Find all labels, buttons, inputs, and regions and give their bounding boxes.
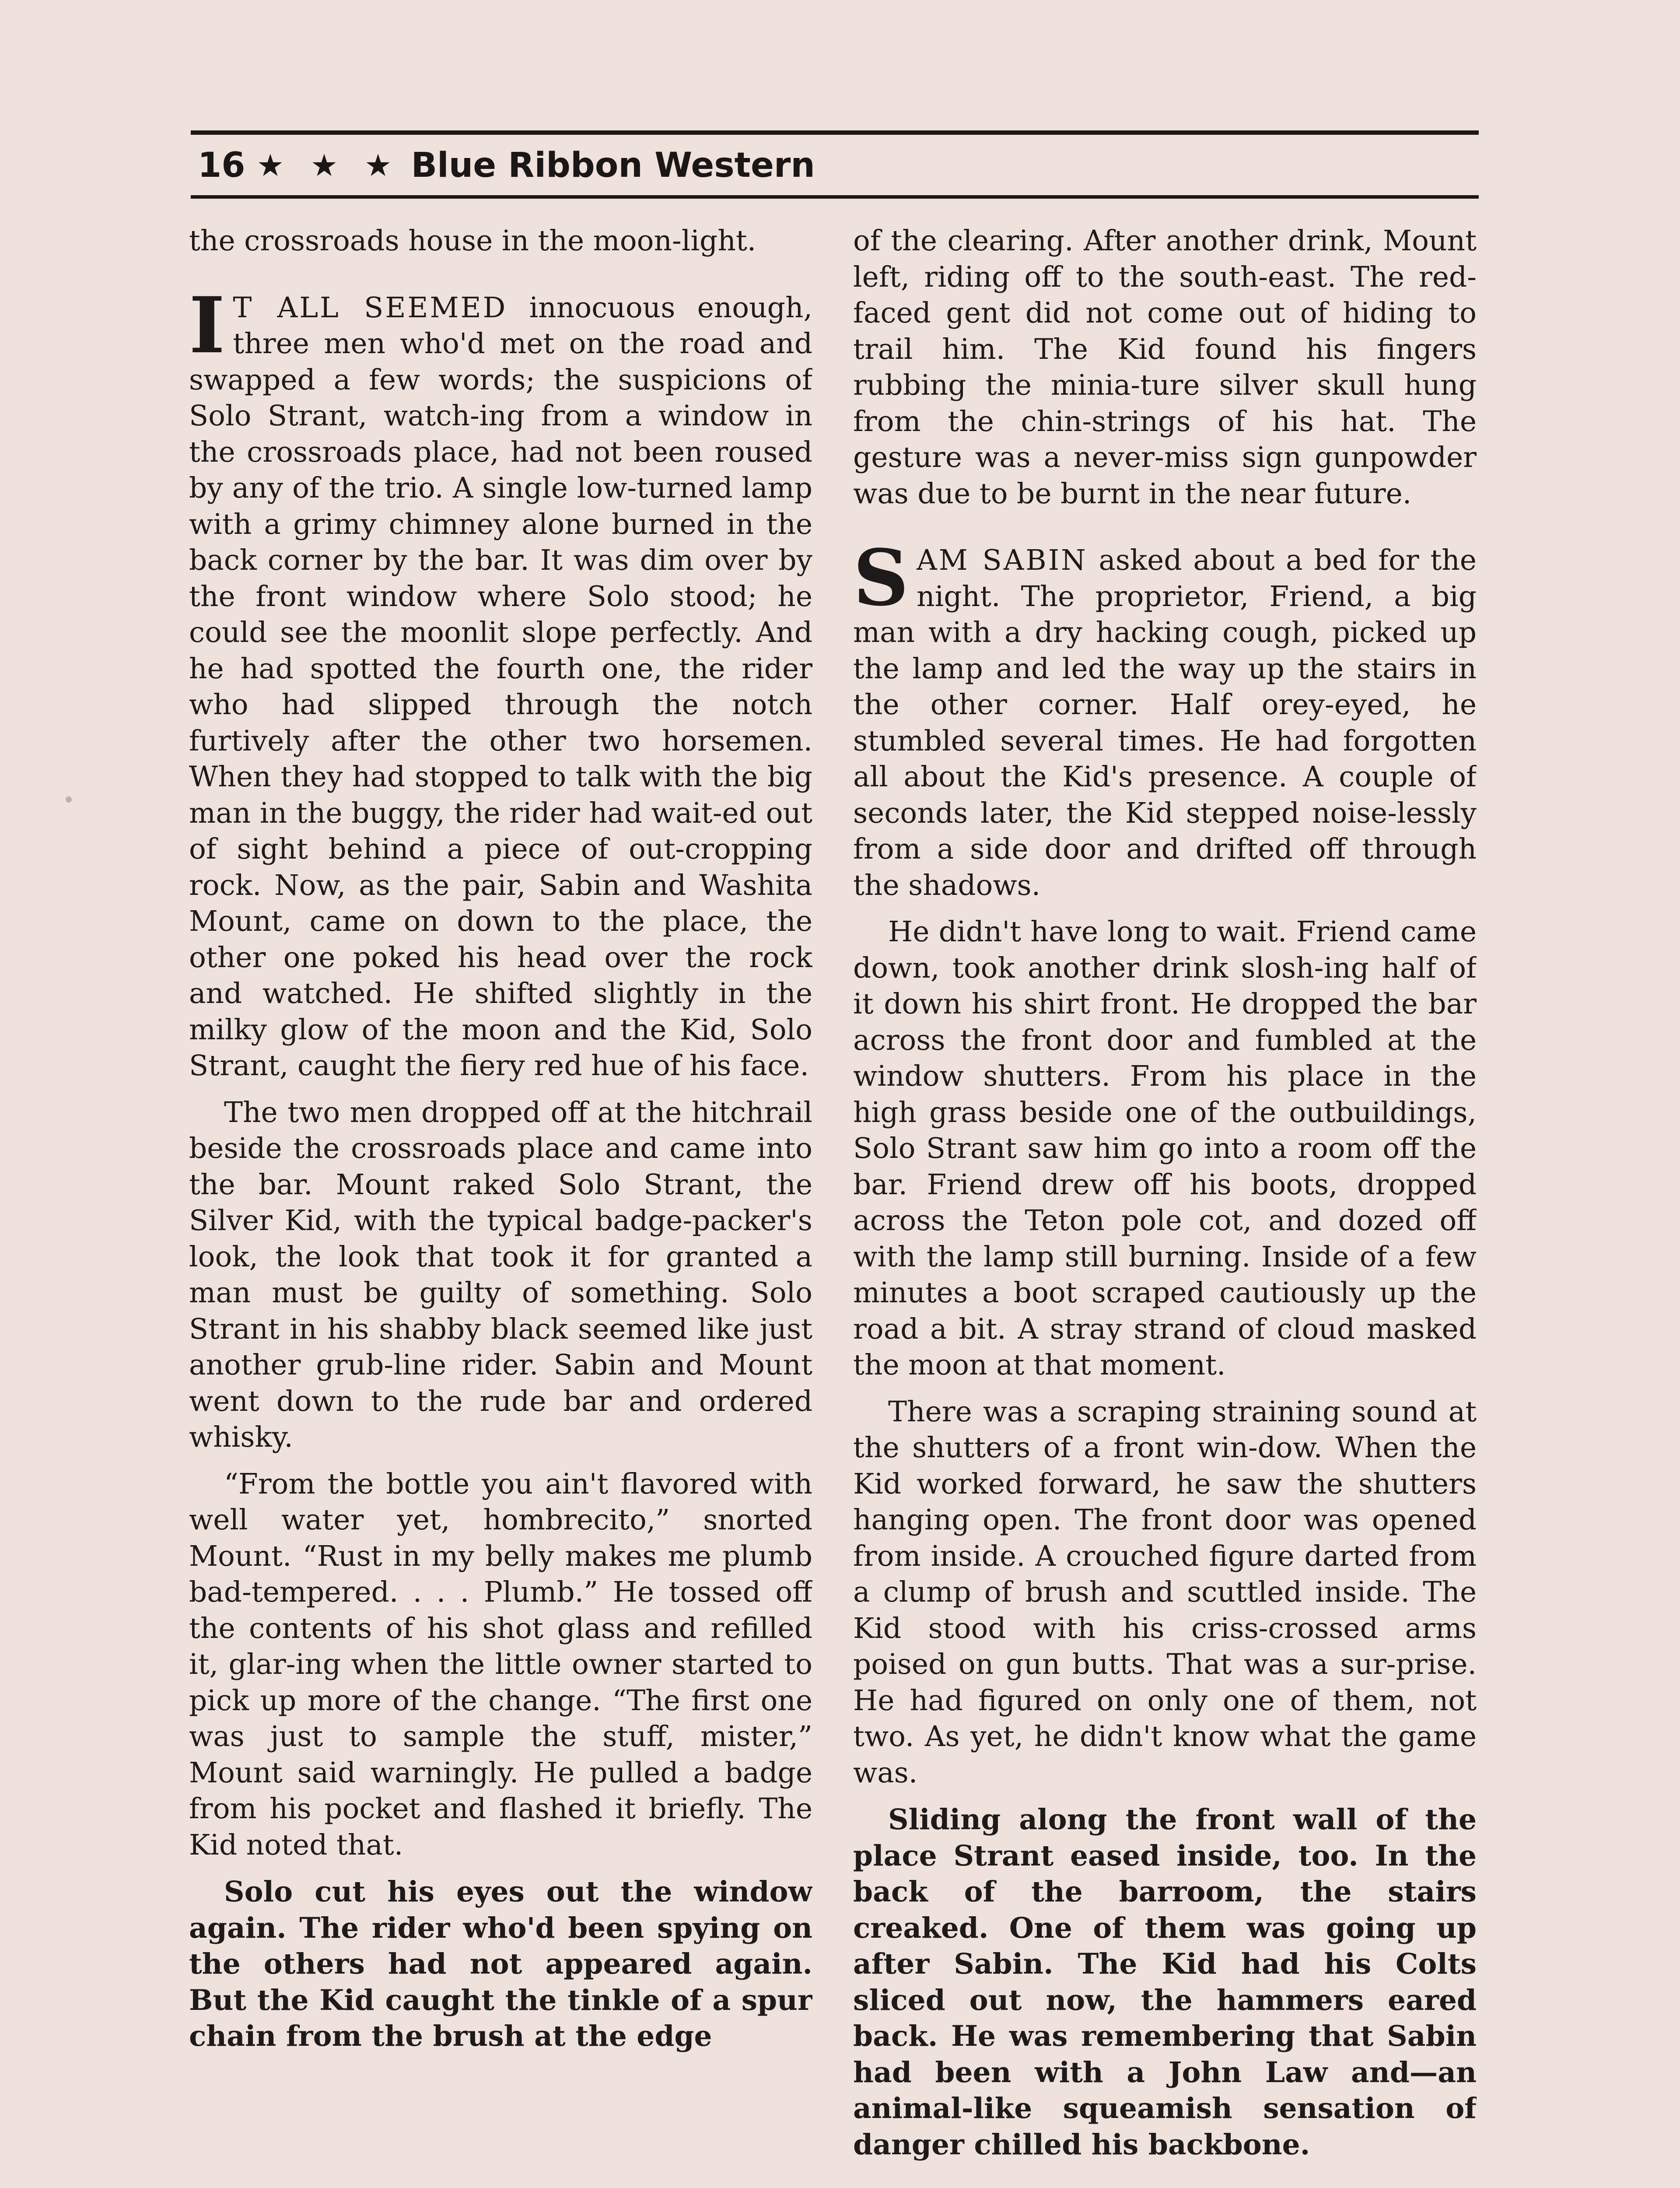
paragraph: “From the bottle you ain't flavored with well water yet, hombrecito,” snorted Mount. “Rust in my belly makes me plumb bad-tempered. . . . Plumb.” He tossed off the contents of his shot glass and refilled it, glar-ing when the little owner started to pick up more of the change. “The first one was just to sample the stuff, mister,” Mount said warningly. He pulled a badge from his pocket and flashed it briefly. The Kid noted that. bbox=[189, 1467, 812, 1862]
star-ornament: ★ ★ ★ bbox=[256, 147, 400, 183]
paragraph: Sliding along the front wall of the place Strant eased inside, too. In the back of the barroom, the stairs creaked. One of them was going up after Sabin. The Kid had his Colts sliced out now, the hammers eared back. He was remembering that Sabin had been with a John Law and—an animal-like squeamish sensation of danger chilled his backbone. bbox=[853, 1803, 1477, 2161]
magazine-title: Blue Ribbon Western bbox=[411, 146, 815, 185]
paragraph: There was a scraping straining sound at the shutters of a front win-dow. When the Kid worked forward, he saw the shutters hanging open. The front door was opened from inside. A crouched figure darted from a clump of brush and scuttled inside. The Kid stood with his criss-crossed arms poised on gun butts. That was a sur-prise. He had figured on only one of them, not two. As yet, he didn't know what the game was. bbox=[853, 1395, 1477, 1789]
paragraph-text: innocuous enough, three men who'd met on the road and swapped a few words; the suspicions of Solo Strant, watch-ing from a window in the crossroads place, had not been roused by any of the trio. A single low-turned lamp with a grimy chimney alone burned in the back corner by the bar. It was dim over by the front window where Solo stood; he could see the moonlit slope perfectly. And he had spotted the fourth one, the rider who had slipped through the notch furtively after the other two horsemen. When they had stopped to talk with the big man in the buggy, the rider had wait-ed out of sight behind a piece of out-cropping rock. Now, as the pair, Sabin and Washita Mount, came on down to the place, the other one poked his head over the rock and watched. He shifted slightly in the milky glow of the moon and the Kid, Solo Strant, caught the fiery red hue of his face. bbox=[189, 291, 812, 1082]
paragraph: The two men dropped off at the hitchrail beside the crossroads place and came into the bar. Mount raked Solo Strant, the Silver Kid, with the typical badge-packer's look, the look that took it for granted a man must be guilty of something. Solo Strant in his shabby black seemed like just another grub-line rider. Sabin and Mount went down to the rude bar and ordered whisky. bbox=[189, 1096, 812, 1454]
paragraph-text: asked about a bed for the night. The proprietor, Friend, a big man with a dry hacking cough, picked up the lamp and led the way up the stairs in the other corner. Half orey-eyed, he stumbled several times. He had forgotten all about the Kid's presence. A couple of seconds later, the Kid stepped noise-lessly from a side door and drifted off through the shadows. bbox=[853, 544, 1477, 902]
running-header bbox=[198, 139, 815, 192]
paragraph: Solo cut his eyes out the window again. The rider who'd been spying on the others had not appeared again. But the Kid caught the tinkle of a spur chain from the brush at the edge bbox=[189, 1875, 812, 2053]
paragraph: He didn't have long to wait. Friend came down, took another drink slosh-ing half of it down his shirt front. He dropped the bar across the front door and fumbled at the window shutters. From his place in the high grass beside one of the outbuildings, Solo Strant saw him go into a room off the bar. Friend drew off his boots, dropped across the Teton pole cot, and dozed off with the lamp still burning. Inside of a few minutes a boot scraped cautiously up the road a bit. A stray strand of cloud masked the moon at that moment. bbox=[853, 915, 1477, 1382]
text-column-right bbox=[853, 223, 1477, 2188]
paragraph-with-dropcap bbox=[189, 280, 812, 1084]
paragraph: the crossroads house in the moon-light. bbox=[189, 224, 756, 257]
header-rule-bottom bbox=[191, 195, 1479, 199]
drop-cap: S bbox=[853, 533, 909, 623]
lead-in-caps: T ALL SEEMED bbox=[233, 291, 508, 324]
header-rule-top bbox=[191, 130, 1479, 135]
page-number: 16 bbox=[198, 146, 245, 185]
paragraph: of the clearing. After another drink, Mount left, riding off to the south-east. The red-faced gent did not come out of hiding to trail him. The Kid found his fingers rubbing the minia-ture silver skull hung from the chin-strings of his hat. The gesture was a never-miss sign gunpowder was due to be burnt in the near future. bbox=[853, 224, 1477, 510]
paragraph-with-dropcap bbox=[853, 533, 1477, 904]
paper-speck bbox=[66, 796, 72, 803]
lead-in-caps: AM SABIN bbox=[917, 544, 1088, 577]
drop-cap: I bbox=[189, 280, 225, 371]
text-column-left bbox=[189, 223, 812, 2188]
